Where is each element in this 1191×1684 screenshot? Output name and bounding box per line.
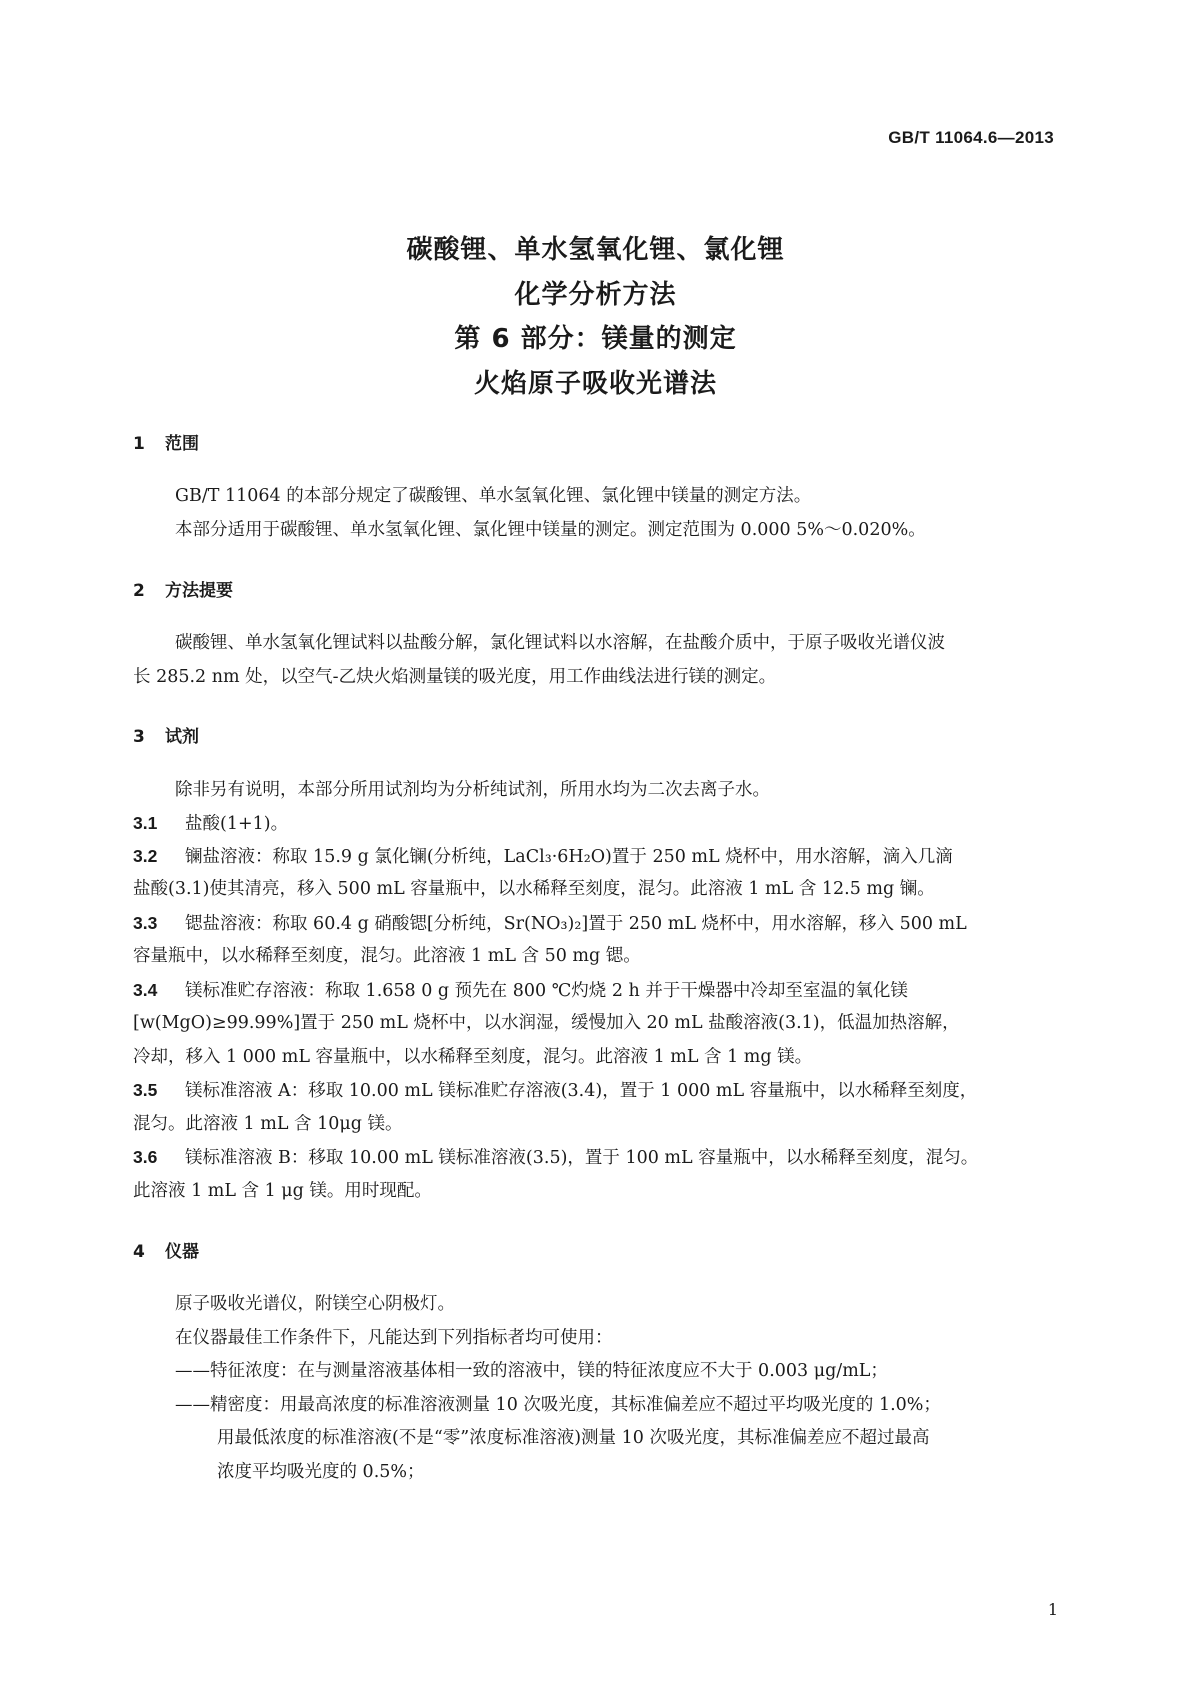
- item-text: 镁标准贮存溶液：称取 1.658 0 g 预先在 800 ℃灼烧 2 h 并于干燥器中冷却至室温的氧化镁: [185, 981, 908, 1001]
- standard-number: GB/T 11064.6—2013: [888, 128, 1054, 147]
- page-number: 1: [1047, 1600, 1058, 1619]
- section-title: 范围: [165, 434, 199, 454]
- item-number: 3.1: [133, 813, 158, 833]
- section-4-paragraph-1: 原子吸收光谱仪，附镁空心阴极灯。: [175, 1294, 455, 1314]
- reagent-item-3-1: [133, 807, 1070, 842]
- item-text: 镁标准溶液 B：移取 10.00 mL 镁标准溶液(3.5)，置于 100 mL 容量瓶中，以水稀释至刻度，混匀。: [185, 1148, 979, 1168]
- section-2-paragraph-line-1: 碳酸锂、单水氢氧化锂试料以盐酸分解，氯化锂试料以水溶解，在盐酸介质中，于原子吸收光谱仪波: [175, 633, 945, 653]
- reagent-item-3-6-cont: 此溶液 1 mL 含 1 μg 镁。用时现配。: [133, 1181, 432, 1201]
- section-3-intro: 除非另有说明，本部分所用试剂均为分析纯试剂，所用水均为二次去离子水。: [175, 780, 770, 800]
- instrument-criterion-2: ——精密度：用最高浓度的标准溶液测量 10 次吸光度，其标准偏差应不超过平均吸光度的 1.0%；: [175, 1395, 941, 1415]
- reagent-item-3-5-cont: 混匀。此溶液 1 mL 含 10μg 镁。: [133, 1114, 403, 1134]
- reagent-item-3-4-cont-1: [w(MgO)≥99.99%]置于 250 mL 烧杯中，以水润湿，缓慢加入 20 mL 盐酸溶液(3.1)，低温加热溶解，: [133, 1013, 960, 1033]
- section-1-paragraph-2: 本部分适用于碳酸锂、单水氢氧化锂、氯化锂中镁量的测定。测定范围为 0.000 5%～0.020%。: [175, 520, 926, 540]
- item-number: 3.2: [133, 846, 158, 866]
- section-number: 1: [133, 434, 145, 454]
- section-title: 仪器: [165, 1242, 199, 1262]
- item-number: 3.4: [133, 980, 158, 1000]
- section-number: 4: [133, 1242, 145, 1262]
- section-number: 3: [133, 727, 145, 747]
- reagent-item-3-2-cont: 盐酸(3.1)使其清亮，移入 500 mL 容量瓶中，以水稀释至刻度，混匀。此溶液 1 mL 含 12.5 mg 镧。: [133, 879, 935, 899]
- title-line-2: 化学分析方法: [514, 279, 677, 310]
- document-title: [0, 228, 1191, 406]
- section-title: 方法提要: [165, 581, 233, 601]
- item-text: 锶盐溶液：称取 60.4 g 硝酸锶[分析纯，Sr(NO₃)₂]置于 250 mL 烧杯中，用水溶解，移入 500 mL: [185, 914, 967, 934]
- item-text: 盐酸(1+1)。: [185, 814, 289, 834]
- reagent-item-3-4: [133, 974, 1070, 1009]
- section-title: 试剂: [165, 727, 199, 747]
- item-number: 3.3: [133, 913, 158, 933]
- section-2-paragraph-line-2: 长 285.2 nm 处，以空气-乙炔火焰测量镁的吸光度，用工作曲线法进行镁的测定。: [133, 667, 777, 687]
- reagent-item-3-6: [133, 1141, 1070, 1176]
- item-number: 3.6: [133, 1147, 158, 1167]
- reagent-item-3-3-cont: 容量瓶中，以水稀释至刻度，混匀。此溶液 1 mL 含 50 mg 锶。: [133, 946, 641, 966]
- item-text: 镧盐溶液：称取 15.9 g 氯化镧(分析纯，LaCl₃·6H₂O)置于 250 mL 烧杯中，用水溶解，滴入几滴: [185, 847, 953, 867]
- instrument-criterion-2-cont-2: 浓度平均吸光度的 0.5%；: [217, 1462, 425, 1482]
- section-4-heading: [133, 1237, 199, 1262]
- section-number: 2: [133, 581, 145, 601]
- section-1-heading: [133, 429, 199, 454]
- section-2-heading: [133, 576, 233, 601]
- title-line-4: 火焰原子吸收光谱法: [473, 368, 717, 399]
- instrument-criterion-1: ——特征浓度：在与测量溶液基体相一致的溶液中，镁的特征浓度应不大于 0.003 μg/mL；: [175, 1361, 888, 1381]
- instrument-criterion-2-cont-1: 用最低浓度的标准溶液(不是“零”浓度标准溶液)测量 10 次吸光度，其标准偏差应不超过最高: [217, 1428, 930, 1448]
- reagent-item-3-4-cont-2: 冷却，移入 1 000 mL 容量瓶中，以水稀释至刻度，混匀。此溶液 1 mL 含 1 mg 镁。: [133, 1047, 813, 1067]
- section-4-paragraph-2: 在仪器最佳工作条件下，凡能达到下列指标者均可使用：: [175, 1328, 613, 1348]
- title-line-3: 第 6 部分：镁量的测定: [454, 324, 737, 354]
- reagent-item-3-5: [133, 1074, 1070, 1109]
- title-line-1: 碳酸锂、单水氢氧化锂、氯化锂: [406, 235, 785, 265]
- reagent-item-3-2: [133, 840, 1070, 875]
- reagent-item-3-3: [133, 907, 1070, 942]
- section-3-heading: [133, 722, 199, 747]
- item-number: 3.5: [133, 1080, 158, 1100]
- section-1-paragraph-1: GB/T 11064 的本部分规定了碳酸锂、单水氢氧化锂、氯化锂中镁量的测定方法。: [175, 486, 812, 506]
- item-text: 镁标准溶液 A：移取 10.00 mL 镁标准贮存溶液(3.4)，置于 1 000 mL 容量瓶中，以水稀释至刻度，: [185, 1081, 978, 1101]
